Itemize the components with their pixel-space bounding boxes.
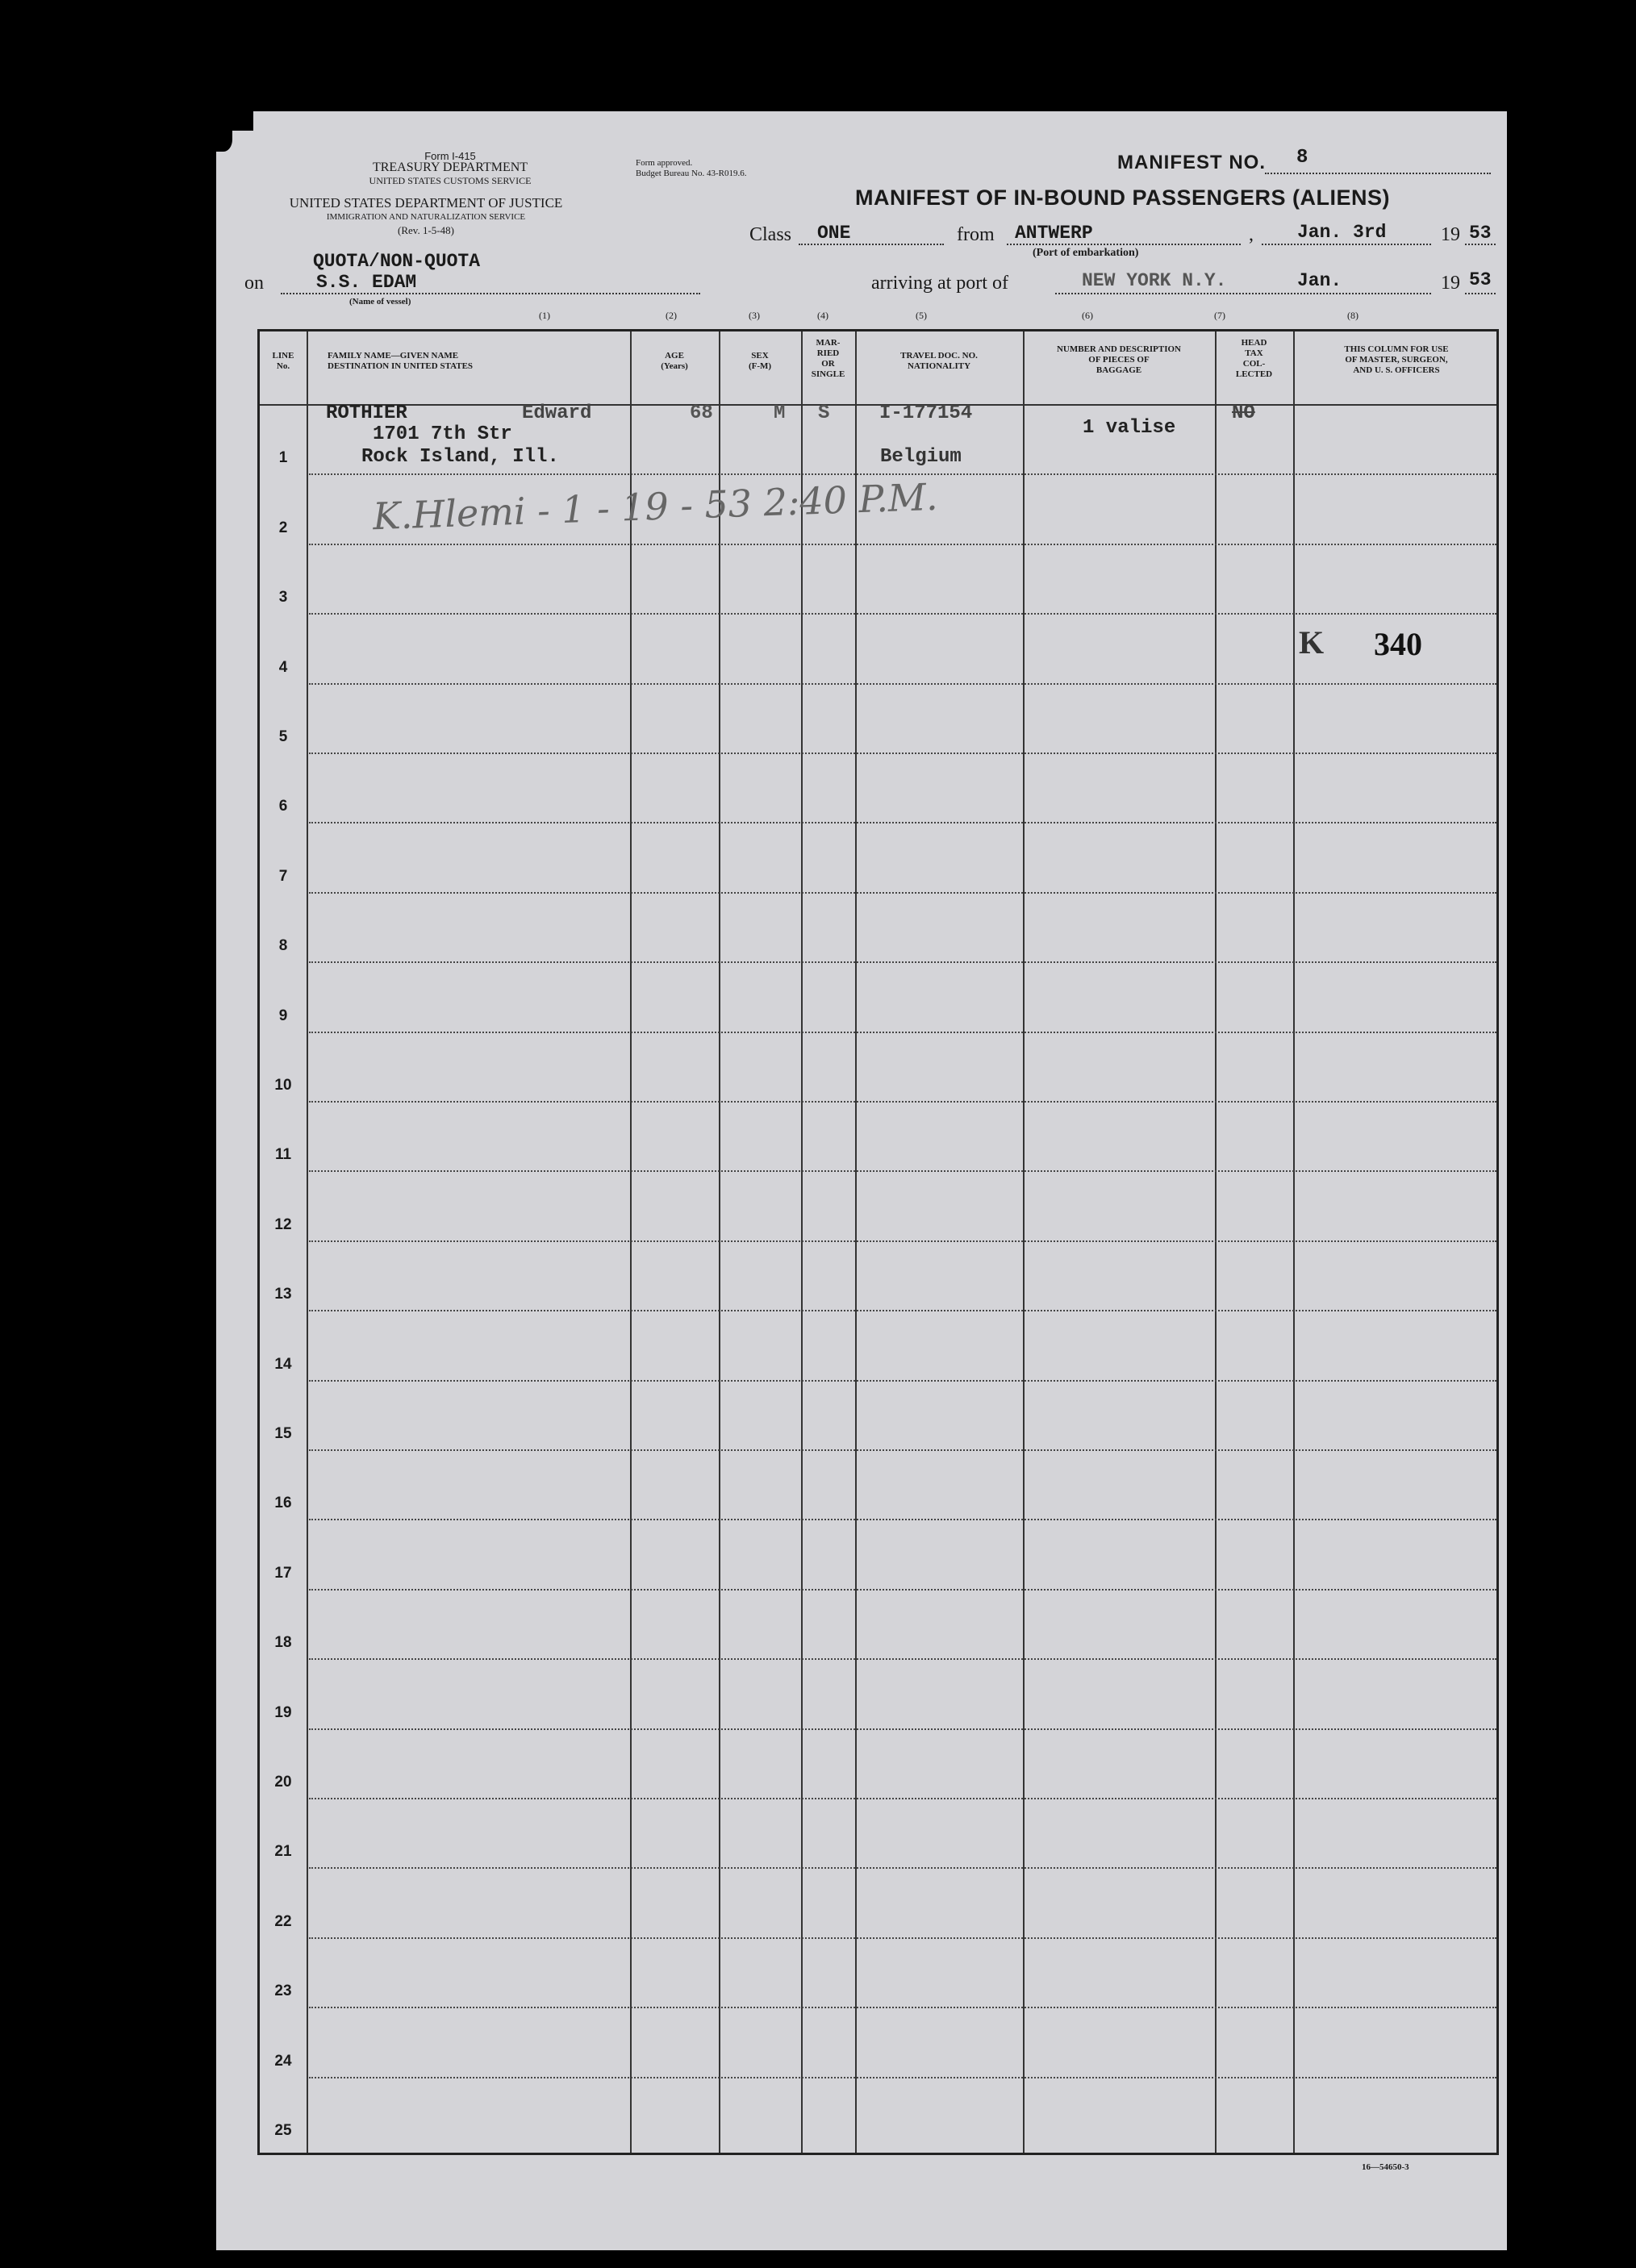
dept-justice: UNITED STATES DEPARTMENT OF JUSTICE xyxy=(289,195,563,211)
header-travel-doc: TRAVEL DOC. NO. NATIONALITY xyxy=(900,351,978,371)
col-divider xyxy=(630,331,632,2153)
punch-hole xyxy=(140,1473,177,1511)
colnum-6: (6) xyxy=(1082,310,1093,321)
passenger-street: 1701 7th Str xyxy=(373,423,512,445)
header-name: FAMILY NAME—GIVEN NAME DESTINATION IN UNITED STATES xyxy=(328,351,474,371)
row-number: 3 xyxy=(278,589,288,607)
row-divider xyxy=(309,1449,1496,1451)
arrival-year: 53 xyxy=(1469,269,1492,290)
approval-line2: Budget Bureau No. 43-R019.6. xyxy=(636,169,747,178)
row-number: 25 xyxy=(274,2122,292,2139)
row-number: 24 xyxy=(274,2052,292,2070)
arrival-year-line xyxy=(1465,293,1496,294)
row-divider xyxy=(309,1798,1496,1799)
torn-corner-notch xyxy=(215,127,232,152)
manifest-no-line xyxy=(1265,173,1491,174)
row-divider xyxy=(309,1658,1496,1660)
col-divider xyxy=(801,331,803,2153)
row-divider xyxy=(309,2077,1496,2078)
arrival-port: NEW YORK N.Y. xyxy=(1082,270,1227,291)
vessel-name: S.S. EDAM xyxy=(316,272,417,293)
row-divider xyxy=(309,1867,1496,1869)
row-divider xyxy=(309,683,1496,685)
row-divider xyxy=(309,544,1496,545)
stamp-number: 340 xyxy=(1374,626,1422,662)
arriving-label: arriving at port of xyxy=(871,273,1008,294)
passenger-family-name: ROTHIER xyxy=(326,402,407,424)
row-divider xyxy=(309,1728,1496,1730)
row-number: 23 xyxy=(274,1982,292,2000)
on-label: on xyxy=(244,273,264,294)
arrival-line xyxy=(1055,293,1431,294)
row-divider xyxy=(309,1310,1496,1311)
row-divider xyxy=(309,1170,1496,1172)
row-number: 18 xyxy=(274,1634,292,1652)
ins-service: IMMIGRATION AND NATURALIZATION SERVICE xyxy=(326,212,526,222)
passenger-marital: S xyxy=(818,402,830,424)
departure-line xyxy=(1262,244,1431,245)
vessel-note: (Name of vessel) xyxy=(349,297,411,306)
passenger-table xyxy=(257,329,1499,2155)
punch-hole xyxy=(144,1647,181,1686)
header-sex: SEX (F-M) xyxy=(748,351,772,371)
row-divider xyxy=(309,1937,1496,1939)
row-divider xyxy=(309,961,1496,963)
row-number: 9 xyxy=(278,1007,288,1024)
row-number: 10 xyxy=(274,1077,292,1094)
row-divider xyxy=(309,1589,1496,1591)
approval-line1: Form approved. xyxy=(636,158,693,168)
row-number: 12 xyxy=(274,1215,292,1233)
punch-hole xyxy=(142,629,179,668)
departure-date: Jan. 3rd xyxy=(1297,222,1387,243)
stamp-prefix: K xyxy=(1299,624,1325,661)
row-number: 14 xyxy=(274,1355,292,1373)
header-head-tax: HEAD TAX COL- LECTED xyxy=(1235,338,1273,379)
row-divider xyxy=(309,613,1496,615)
colnum-5: (5) xyxy=(916,310,927,321)
handwritten-notation: K.Hlemi - 1 - 19 - 53 2:40 P.M. xyxy=(372,474,939,539)
row-number: 11 xyxy=(274,1146,292,1164)
passenger-head-tax: NO xyxy=(1232,402,1255,424)
class-line xyxy=(799,244,944,245)
customs-service: UNITED STATES CUSTOMS SERVICE xyxy=(369,175,532,186)
header-officers-use: THIS COLUMN FOR USE OF MASTER, SURGEON, AND U. S. OFFICERS xyxy=(1344,344,1449,375)
from-label: from xyxy=(957,224,995,245)
col-divider xyxy=(855,331,857,2153)
colnum-8: (8) xyxy=(1347,310,1358,321)
row-divider xyxy=(309,473,1496,475)
row-number: 19 xyxy=(274,1703,292,1721)
passenger-city: Rock Island, Ill. xyxy=(361,446,559,468)
passenger-nationality: Belgium xyxy=(880,446,962,468)
punch-hole xyxy=(146,758,183,797)
year-line xyxy=(1465,244,1496,245)
header-baggage: NUMBER AND DESCRIPTION OF PIECES OF BAGGAGE xyxy=(1056,344,1182,375)
colnum-1: (1) xyxy=(539,310,550,321)
row-divider xyxy=(309,753,1496,754)
row-number: 8 xyxy=(278,937,288,955)
manifest-no-label: MANIFEST NO. xyxy=(1117,152,1266,173)
manifest-sheet xyxy=(216,111,1507,2250)
row-divider xyxy=(309,1032,1496,1033)
colnum-2: (2) xyxy=(666,310,677,321)
date-comma: , xyxy=(1249,224,1254,245)
col-divider xyxy=(1293,331,1295,2153)
header-marital: MAR- RIED OR SINGLE xyxy=(811,338,845,379)
arrival-date: Jan. xyxy=(1297,270,1342,291)
row-divider xyxy=(309,2007,1496,2008)
dept-treasury: TREASURY DEPARTMENT xyxy=(372,161,528,174)
row-number: 4 xyxy=(278,658,288,676)
embarkation-port: ANTWERP xyxy=(1015,223,1093,244)
passenger-sex: M xyxy=(774,402,786,424)
header-divider xyxy=(260,404,1496,406)
row-number: 16 xyxy=(274,1495,292,1512)
row-divider xyxy=(309,1101,1496,1103)
row-divider xyxy=(309,1380,1496,1382)
row-divider xyxy=(309,1240,1496,1242)
col-divider xyxy=(307,331,308,2153)
form-revision: (Rev. 1-5-48) xyxy=(398,224,454,236)
col-divider xyxy=(1023,331,1025,2153)
col-divider xyxy=(1215,331,1217,2153)
form-number: Form I-415 xyxy=(424,150,476,162)
header-line-no: LINE No. xyxy=(272,351,294,371)
row-number: 6 xyxy=(278,798,288,815)
year-prefix: 19 xyxy=(1441,224,1460,245)
manifest-title: MANIFEST OF IN-BOUND PASSENGERS (ALIENS) xyxy=(855,186,1391,210)
row-number: 2 xyxy=(278,519,288,536)
passenger-baggage: 1 valise xyxy=(1083,417,1176,439)
row-number: 17 xyxy=(274,1564,292,1582)
class-label: Class xyxy=(749,224,792,245)
row-number: 13 xyxy=(274,1286,292,1303)
colnum-3: (3) xyxy=(749,310,760,321)
row-divider xyxy=(309,822,1496,823)
passenger-given-name: Edward xyxy=(522,402,592,424)
colnum-4: (4) xyxy=(817,310,828,321)
row-number: 20 xyxy=(274,1774,292,1791)
row-divider xyxy=(309,1519,1496,1520)
row-number: 15 xyxy=(274,1425,292,1442)
punch-hole xyxy=(145,582,182,621)
departure-year: 53 xyxy=(1469,223,1492,244)
quota-status: QUOTA/NON-QUOTA xyxy=(313,251,481,272)
passenger-travel-doc: I-177154 xyxy=(879,402,973,424)
from-line xyxy=(1007,244,1241,245)
row-divider xyxy=(309,892,1496,894)
row-number: 1 xyxy=(278,449,288,467)
punch-hole xyxy=(140,1601,177,1640)
punch-hole xyxy=(167,248,202,287)
row-number: 7 xyxy=(278,867,288,885)
row-number: 22 xyxy=(274,1912,292,1930)
colnum-7: (7) xyxy=(1214,310,1225,321)
manifest-number: 8 xyxy=(1296,147,1308,169)
row-number: 5 xyxy=(278,728,288,745)
header-age: AGE (Years) xyxy=(661,351,688,371)
vessel-line xyxy=(281,293,700,294)
class-value: ONE xyxy=(817,223,851,244)
col-divider xyxy=(719,331,720,2153)
passenger-age: 68 xyxy=(690,402,713,424)
print-code: 16—54650-3 xyxy=(1362,2162,1409,2172)
arrival-year-prefix: 19 xyxy=(1441,273,1460,294)
port-note: (Port of embarkation) xyxy=(1033,247,1139,259)
row-number: 21 xyxy=(274,1843,292,1861)
